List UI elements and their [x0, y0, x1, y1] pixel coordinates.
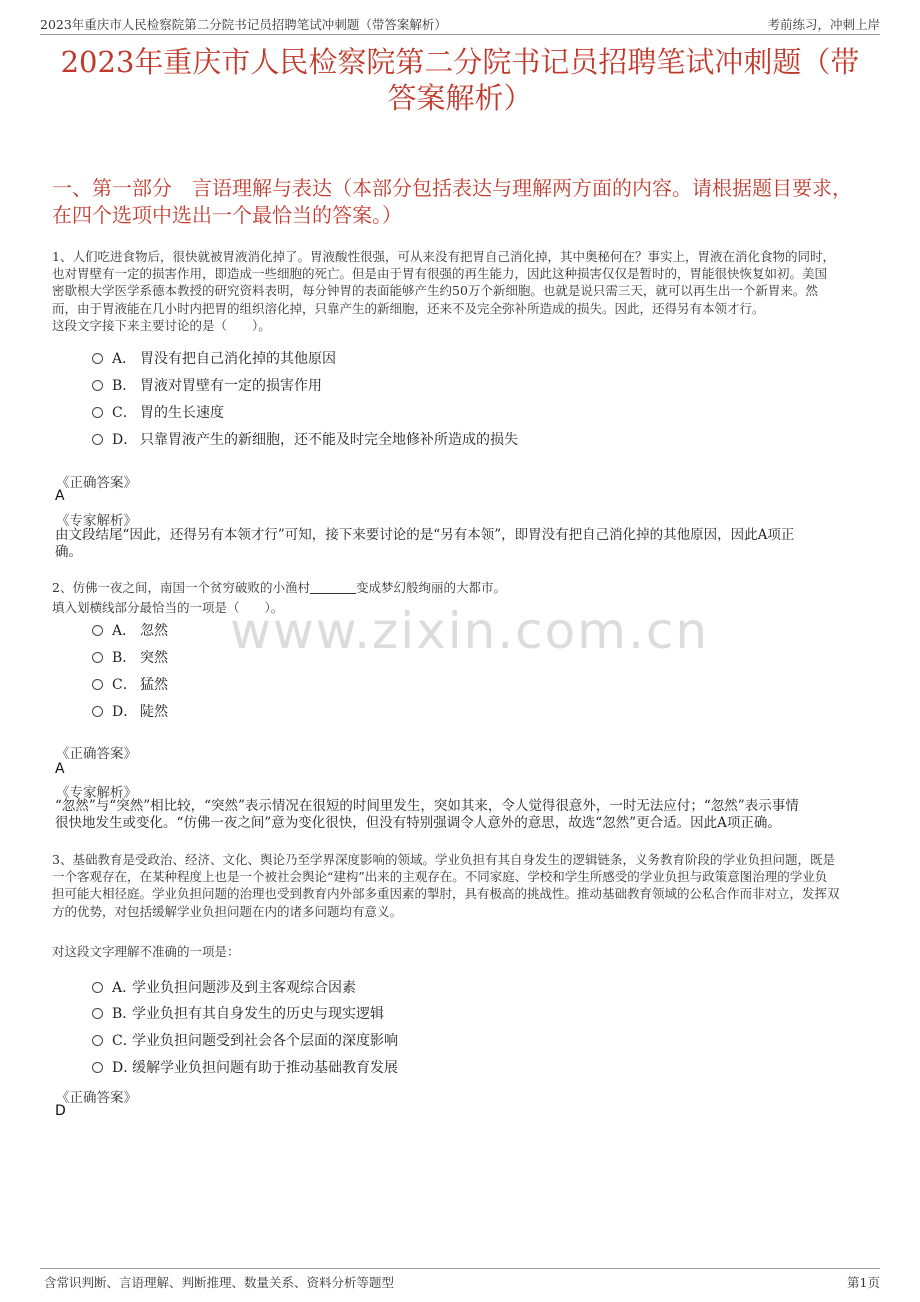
radio-button-icon[interactable] — [92, 652, 103, 663]
radio-button-icon[interactable] — [92, 353, 103, 364]
text-line: 3、基础教育是受政治、经济、文化、舆论乃至学界深度影响的领域。学业负担有其自身发生的逻辑链条，义务教育阶段的学业负担问题，既是 — [52, 852, 835, 867]
page-header — [40, 12, 880, 35]
watermark: www.zixin.com.cn — [230, 602, 710, 660]
answer-value: A — [55, 761, 65, 777]
text-line: 也对胃壁有一定的损害作用，即造成一些细胞的死亡。但是由于胃有很强的再生能力，因此这种损害仅仅是暂时的，胃能很快恢复如初。美国 — [52, 266, 828, 282]
radio-button-icon[interactable] — [92, 706, 103, 717]
question-prompt: 对这段文字理解不准确的一项是： — [52, 944, 240, 959]
q2-option-b[interactable]: B． 突然 — [92, 647, 168, 667]
radio-button-icon[interactable] — [92, 679, 103, 690]
q2-option-a[interactable]: A． 忽然 — [92, 620, 168, 640]
q1-option-d[interactable]: D． 只靠胃液产生的新细胞，还不能及时完全地修补所造成的损失 — [92, 429, 518, 449]
text-line: 密歇根大学医学系德本教授的研究资料表明，每分钟胃的表面能够产生约50万个新细胞。也就是说只需三天，就可以再生出一个新胃来。然 — [52, 283, 818, 299]
answer-value: D — [55, 1103, 66, 1119]
text-line: 确。 — [55, 544, 82, 560]
text-line: 担可能大相径庭。学业负担问题的治理也受到教育内外部多重因素的掣肘，具有极高的挑战性。推动基础教育领域的公私合作而非对立，发挥双 — [52, 886, 840, 902]
section-heading: 一、第一部分 言语理解与表达（本部分包括表达与理解两方面的内容。请根据题目要求，在四个选项中选出一个最恰当的答案。） — [52, 176, 852, 227]
question-2-text: 2、仿佛一夜之间，南国一个贫穷破败的小渔村 变成梦幻般绚丽的大都市。 — [52, 580, 506, 595]
explanation-text — [55, 527, 869, 561]
explanation-label: 《专家解析》 — [56, 513, 137, 529]
radio-button-icon[interactable] — [92, 434, 103, 445]
answer-label: 《正确答案》 — [56, 746, 137, 762]
q3-option-c[interactable]: C．学业负担问题受到社会各个层面的深度影响 — [92, 1030, 398, 1050]
radio-button-icon[interactable] — [92, 380, 103, 391]
text-line: “忽然”与“突然”相比较，“突然”表示情况在很短的时间里发生，突如其来，令人觉得很意外，一时无法应付；“忽然”表示事情 — [55, 798, 799, 814]
text-line: 由文段结尾“因此，还得另有本领才行”可知，接下来要讨论的是“另有本领”，即胃没有把自己消化掉的其他原因，因此A项正 — [55, 527, 795, 543]
q2-option-d[interactable]: D． 陡然 — [92, 701, 168, 721]
radio-button-icon[interactable] — [92, 1035, 103, 1046]
q2-option-c[interactable]: C． 猛然 — [92, 674, 168, 694]
question-3-text — [52, 851, 870, 920]
question-prompt: 填入划横线部分最恰当的一项是（ ）。 — [52, 600, 284, 615]
q1-option-c[interactable]: C． 胃的生长速度 — [92, 402, 224, 422]
page-footer — [40, 1268, 880, 1289]
radio-button-icon[interactable] — [92, 407, 103, 418]
text-line: 方的优势，对包括缓解学业负担问题在内的诸多问题均有意义。 — [52, 903, 403, 919]
q3-option-b[interactable]: B．学业负担有其自身发生的历史与现实逻辑 — [92, 1003, 384, 1023]
text-line: 很快地发生或变化。“仿佛一夜之间”意为变化很快，但没有特别强调令人意外的意思，故选“忽然”更合适。因此A项正确。 — [55, 815, 781, 831]
answer-label: 《正确答案》 — [56, 475, 137, 491]
fill-blank — [310, 581, 356, 594]
answer-value: A — [55, 488, 65, 504]
explanation-label: 《专家解析》 — [56, 785, 137, 801]
radio-button-icon[interactable] — [92, 1062, 103, 1073]
q1-option-b[interactable]: B． 胃液对胃壁有一定的损害作用 — [92, 375, 322, 395]
text-line: 一个客观存在，在某种程度上也是一个被社会舆论“建构”出来的主观存在。不同家庭、学校和学生所感受的学业负担与政策意图治理的学业负 — [52, 869, 828, 885]
radio-button-icon[interactable] — [92, 1008, 103, 1019]
q3-option-d[interactable]: D．缓解学业负担问题有助于推动基础教育发展 — [92, 1057, 398, 1077]
header-slogan: 考前练习，冲刺上岸 — [767, 17, 880, 32]
text-line: 而，由于胃液能在几小时内把胃的组织溶化掉，只靠产生的新细胞，还来不及完全弥补所造成的损失。因此，还得另有本领才行。 — [52, 300, 765, 316]
footer-topics: 含常识判断、言语理解、判断推理、数量关系、资料分析等题型 — [44, 1275, 395, 1290]
question-prompt: 这段文字接下来主要讨论的是（ ）。 — [52, 317, 271, 333]
answer-label: 《正确答案》 — [56, 1090, 137, 1106]
text-line: 1、人们吃进食物后，很快就被胃液消化掉了。胃液酸性很强，可从来没有把胃自己消化掉，其中奥秘何在？事实上，胃液在消化食物的同时， — [52, 249, 835, 264]
header-doc-title: 2023年重庆市人民检察院第二分院书记员招聘笔试冲刺题（带答案解析） — [40, 17, 447, 32]
radio-button-icon[interactable] — [92, 625, 103, 636]
q3-option-a[interactable]: A．学业负担问题涉及到主客观综合因素 — [92, 977, 356, 997]
question-1-text — [52, 248, 870, 334]
radio-button-icon[interactable] — [92, 982, 103, 993]
explanation-text — [55, 798, 869, 832]
page-number: 第1页 — [847, 1275, 880, 1290]
page-title: 2023年重庆市人民检察院第二分院书记员招聘笔试冲刺题（带答案解析） — [60, 45, 860, 115]
q1-option-a[interactable]: A． 胃没有把自己消化掉的其他原因 — [92, 348, 336, 368]
